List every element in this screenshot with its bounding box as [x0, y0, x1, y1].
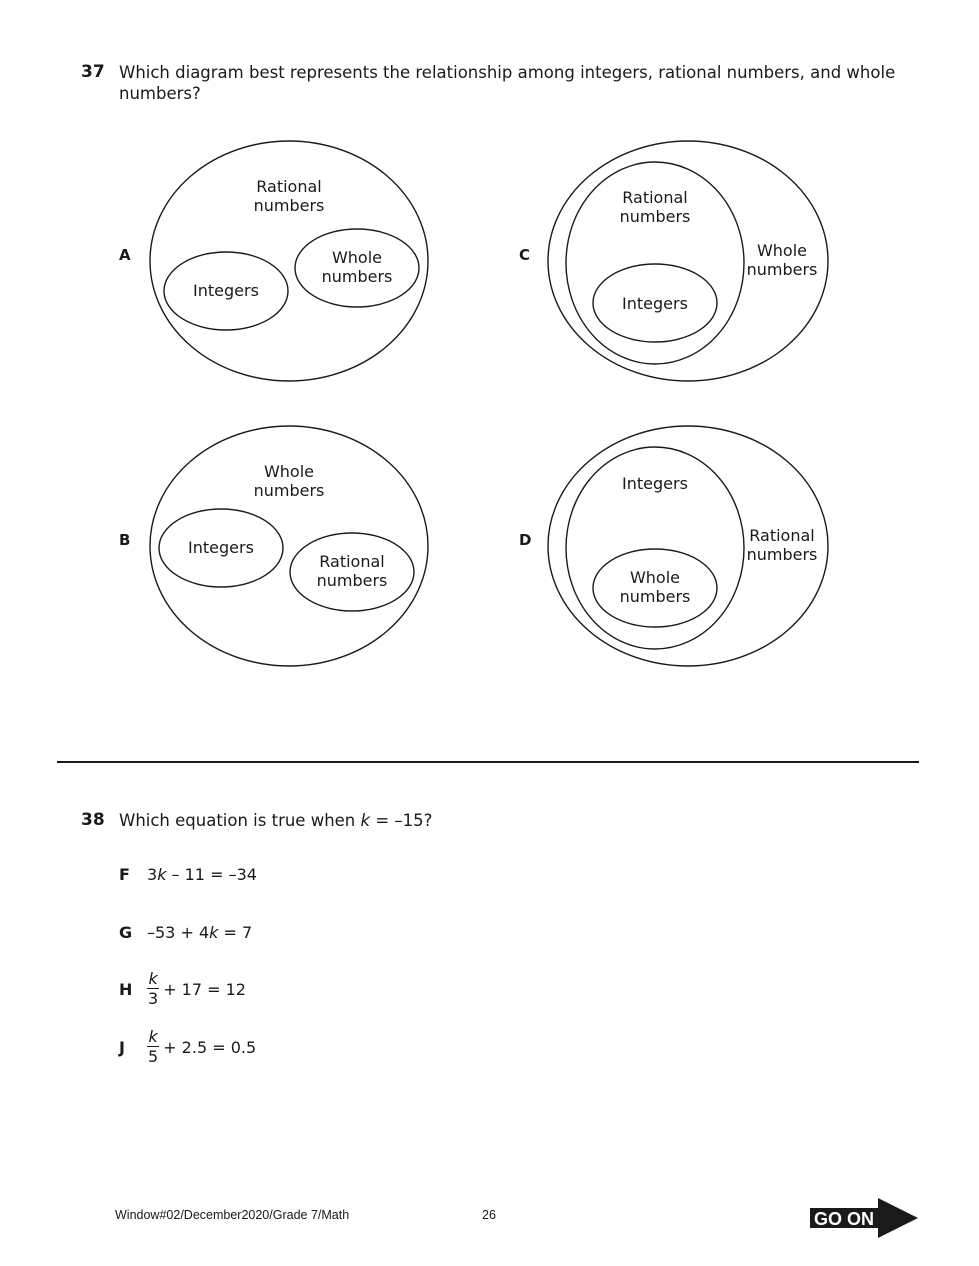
choice-j[interactable]: [119, 1028, 256, 1066]
option-c-outer-label-1: Whole: [756, 241, 808, 260]
question-38-suffix: = –15?: [370, 811, 433, 830]
option-c-inner-label: Integers: [622, 294, 688, 313]
choice-j-letter: J: [119, 1037, 125, 1057]
footer-page-number: 26: [482, 1208, 496, 1222]
option-c-letter: C: [519, 246, 531, 264]
option-d-middle-label: Integers: [622, 474, 688, 493]
question-38-prefix: Which equation is true when: [119, 811, 356, 830]
choice-h-fraction: [147, 970, 159, 1008]
choice-h[interactable]: [119, 970, 246, 1008]
option-d-diagram[interactable]: [519, 426, 828, 666]
footer-document-id: Window#02/December2020/Grade 7/Math: [115, 1208, 350, 1222]
choice-h-letter: H: [119, 979, 133, 999]
choice-f-letter: F: [119, 865, 130, 884]
choice-j-denominator: 5: [148, 1047, 159, 1066]
option-b-outer-label-2: numbers: [253, 481, 325, 500]
choice-h-numerator: k: [148, 969, 158, 988]
option-d-inner-label-2: numbers: [619, 587, 691, 606]
option-b-diagram[interactable]: [119, 426, 428, 666]
option-c-diagram[interactable]: [519, 141, 828, 381]
section-divider: [57, 761, 919, 763]
choice-h-rest: + 17 = 12: [163, 979, 246, 999]
option-b-inner2-label-2: numbers: [316, 571, 388, 590]
option-c-middle-label-2: numbers: [619, 207, 691, 226]
choice-j-rest: + 2.5 = 0.5: [163, 1037, 257, 1057]
option-d-outer-label-2: numbers: [746, 545, 818, 564]
option-a-outer-label-1: Rational: [256, 177, 322, 196]
question-37-number: 37: [81, 62, 105, 82]
choice-g-equation: –53 + 4k = 7: [147, 923, 253, 942]
go-on-label: GO ON: [814, 1209, 875, 1229]
option-d-outer-label-1: Rational: [749, 526, 815, 545]
choice-f[interactable]: [119, 865, 257, 884]
option-b-letter: B: [119, 531, 131, 549]
choice-j-numerator: k: [148, 1027, 158, 1046]
question-38-text: [119, 810, 432, 831]
option-b-inner1-label: Integers: [188, 538, 254, 557]
choice-g[interactable]: [119, 923, 252, 942]
option-b-outer-label-1: Whole: [263, 462, 315, 481]
choice-j-fraction: [147, 1028, 159, 1066]
option-a-letter: A: [119, 246, 131, 264]
question-37-text-line1: Which diagram best represents the relationship among integers, rational numbers, and whole: [119, 63, 896, 82]
option-a-diagram[interactable]: [119, 141, 428, 381]
option-a-inner1-label: Integers: [193, 281, 259, 300]
go-on-arrow: [810, 1198, 920, 1240]
question-38-number: 38: [81, 810, 105, 830]
question-38-variable: k: [360, 811, 371, 830]
option-a-outer-label-2: numbers: [253, 196, 325, 215]
option-b-inner2-label-1: Rational: [319, 552, 385, 571]
choice-g-letter: G: [119, 923, 133, 942]
option-d-letter: D: [519, 531, 532, 549]
choice-f-equation: 3k – 11 = –34: [147, 865, 257, 884]
choice-h-denominator: 3: [148, 989, 159, 1008]
option-d-inner-label-1: Whole: [629, 568, 681, 587]
option-a-inner2-label-2: numbers: [321, 267, 393, 286]
option-c-outer-label-2: numbers: [746, 260, 818, 279]
option-c-middle-label-1: Rational: [622, 188, 688, 207]
option-a-inner2-label-1: Whole: [331, 248, 383, 267]
question-37-text-line2: numbers?: [119, 84, 201, 103]
